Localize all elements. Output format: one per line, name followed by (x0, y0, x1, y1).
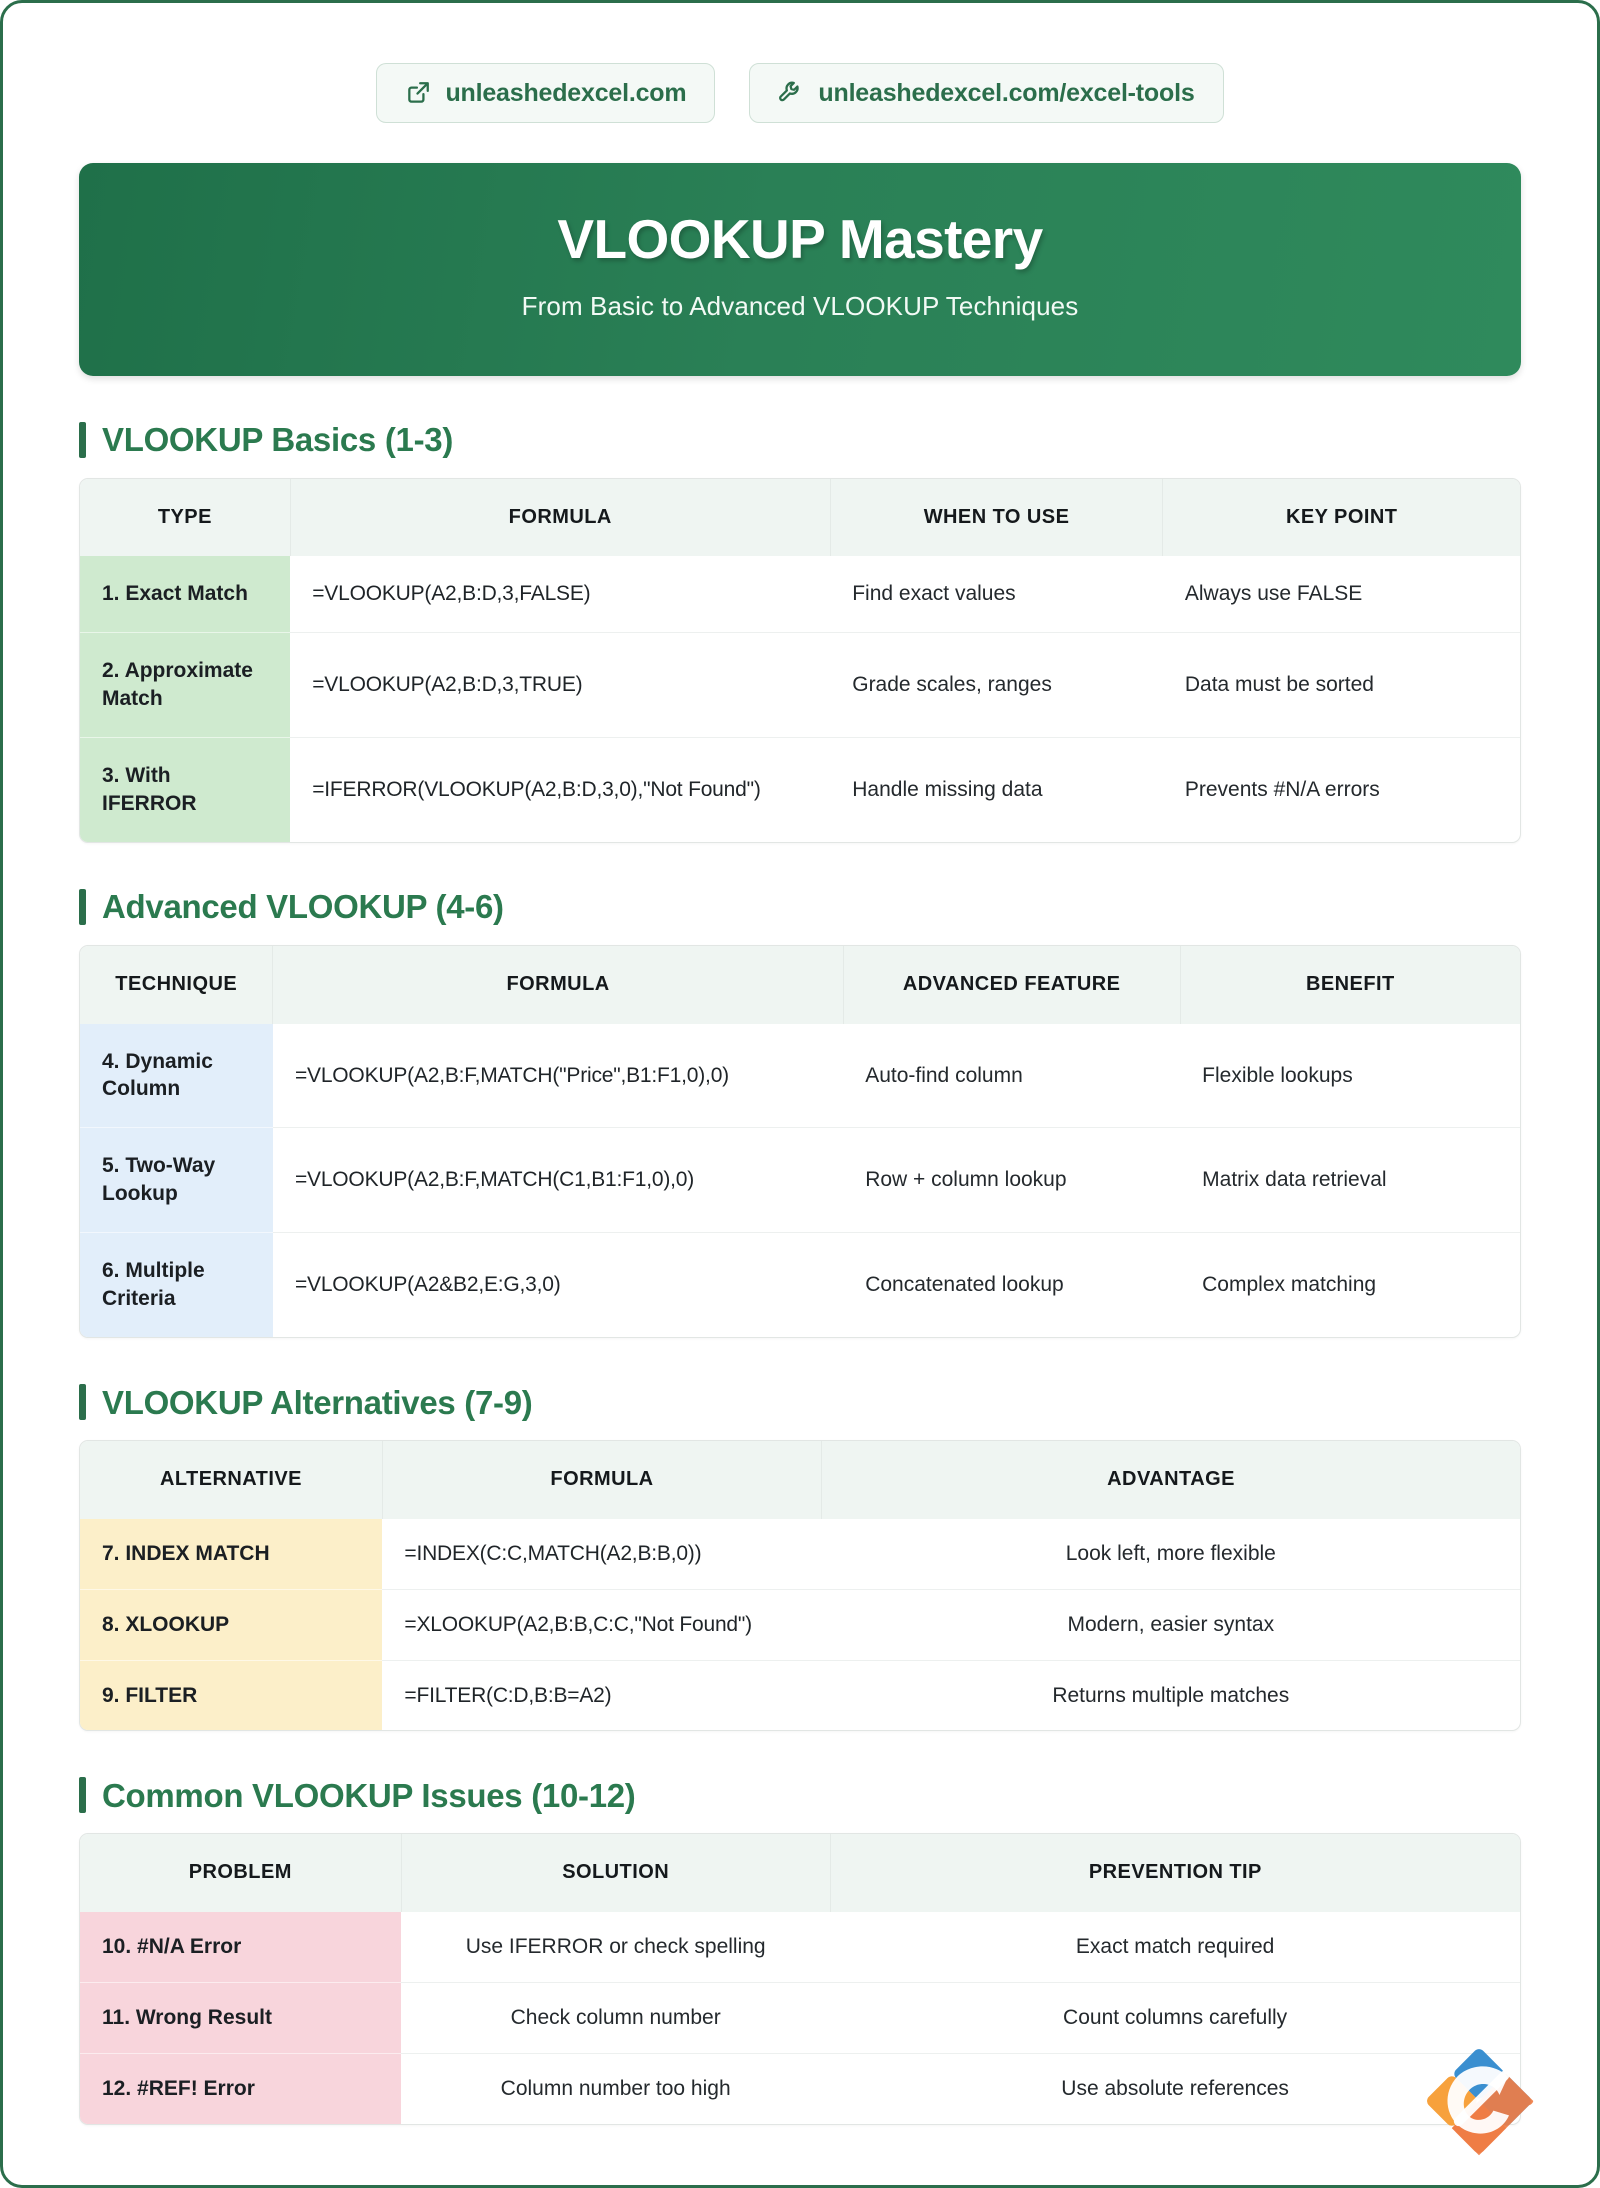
section-title: Common VLOOKUP Issues (10-12) (102, 1776, 636, 1814)
section-common-issues (79, 1777, 1521, 2124)
row-advanced-feature: Concatenated lookup (843, 1233, 1180, 1337)
table-row (80, 1589, 1520, 1660)
row-key-point: Data must be sorted (1163, 633, 1520, 738)
row-label: 4. Dynamic Column (80, 1024, 273, 1128)
row-solution: Check column number (401, 1982, 830, 2053)
row-when-to-use: Grade scales, ranges (830, 633, 1163, 738)
page-subtitle: From Basic to Advanced VLOOKUP Techniques (521, 290, 1079, 321)
table-row (80, 1982, 1520, 2053)
header-row (80, 479, 1520, 557)
section-header (79, 889, 1521, 925)
row-prevention-tip: Use absolute references (830, 2053, 1520, 2123)
row-advantage: Returns multiple matches (822, 1660, 1520, 1730)
row-advantage: Look left, more flexible (1065, 1541, 1276, 1565)
row-label: 9. FILTER (80, 1660, 382, 1730)
row-label: 5. Two-Way Lookup (80, 1128, 273, 1233)
table-head (80, 1441, 1520, 1519)
column-header-keypoint: KEY POINT (1163, 479, 1520, 557)
row-when-to-use: Find exact values (852, 582, 1016, 606)
alternatives-table (80, 1441, 1520, 1730)
column-header-benefit: BENEFIT (1180, 946, 1520, 1024)
table-body (80, 1912, 1520, 2124)
row-benefit: Matrix data retrieval (1180, 1128, 1520, 1233)
row-label: 10. #N/A Error (80, 1912, 401, 1982)
link-badge-site-label: unleashedexcel.com (445, 78, 687, 107)
row-formula: =VLOOKUP(A2,B:D,3,FALSE) (312, 582, 591, 606)
advanced-table (80, 946, 1520, 1337)
row-label: 11. Wrong Result (80, 1982, 401, 2053)
header-row (80, 1834, 1520, 1912)
table-body (80, 556, 1520, 842)
row-solution: Column number too high (401, 2053, 830, 2123)
row-benefit: Complex matching (1180, 1233, 1520, 1337)
section-header (79, 422, 1521, 458)
section-vlookup-basics (79, 422, 1521, 843)
hero-banner (79, 163, 1521, 376)
row-prevention-tip: Exact match required (1075, 1935, 1275, 1959)
page-content (3, 3, 1597, 2125)
column-header-formula: FORMULA (273, 946, 843, 1024)
header-row (80, 946, 1520, 1024)
row-formula: =FILTER(C:D,B:B=A2) (382, 1660, 821, 1730)
table-head (80, 1834, 1520, 1912)
column-header-whentouse: WHEN TO USE (830, 479, 1163, 557)
row-benefit: Flexible lookups (1202, 1063, 1353, 1087)
table-row (80, 1128, 1520, 1233)
column-header-type: TYPE (80, 479, 290, 557)
table-row (80, 556, 1520, 632)
section-vlookup-alternatives (79, 1384, 1521, 1731)
section-title: VLOOKUP Basics (1-3) (102, 421, 454, 459)
table-container (79, 1833, 1521, 2124)
table-row (80, 1233, 1520, 1337)
section-accent-bar (79, 889, 86, 925)
row-advanced-feature: Row + column lookup (843, 1128, 1180, 1233)
column-header-formula: FORMULA (290, 479, 830, 557)
wrench-icon (778, 80, 804, 106)
row-formula: =INDEX(C:C,MATCH(A2,B:B,0)) (404, 1541, 702, 1565)
column-header-prevention-tip: PREVENTION TIP (830, 1834, 1520, 1912)
section-header (79, 1777, 1521, 1813)
row-label: 12. #REF! Error (80, 2053, 401, 2123)
row-label: 8. XLOOKUP (80, 1589, 382, 1660)
column-header-advanced-feature: ADVANCED FEATURE (843, 946, 1180, 1024)
row-key-point: Always use FALSE (1184, 582, 1363, 606)
link-badge-tools-label: unleashedexcel.com/excel-tools (818, 78, 1195, 107)
table-row (80, 1912, 1520, 1982)
row-formula: =VLOOKUP(A2&B2,E:G,3,0) (273, 1233, 843, 1337)
row-formula: =VLOOKUP(A2,B:F,MATCH(C1,B1:F1,0),0) (273, 1128, 843, 1233)
external-link-icon (405, 80, 431, 106)
section-title: VLOOKUP Alternatives (7-9) (102, 1383, 533, 1421)
link-badge-row (79, 63, 1521, 123)
table-body (80, 1024, 1520, 1338)
section-accent-bar (79, 1777, 86, 1813)
link-badge-site[interactable] (376, 63, 715, 123)
column-header-advantage: ADVANTAGE (822, 1441, 1520, 1519)
table-row (80, 738, 1520, 842)
row-label: 2. Approximate Match (80, 633, 290, 738)
table-row (80, 1519, 1520, 1589)
row-advantage: Modern, easier syntax (822, 1589, 1520, 1660)
table-head (80, 946, 1520, 1024)
table-row (80, 1660, 1520, 1730)
section-accent-bar (79, 422, 86, 458)
row-key-point: Prevents #N/A errors (1163, 738, 1520, 842)
row-prevention-tip: Count columns carefully (830, 1982, 1520, 2053)
row-label: 6. Multiple Criteria (80, 1233, 273, 1337)
table-body (80, 1519, 1520, 1731)
row-when-to-use: Handle missing data (830, 738, 1163, 842)
row-formula: =VLOOKUP(A2,B:F,MATCH("Price",B1:F1,0),0) (294, 1063, 729, 1087)
row-label: 7. INDEX MATCH (80, 1519, 382, 1589)
row-formula: =IFERROR(VLOOKUP(A2,B:D,3,0),"Not Found") (290, 738, 830, 842)
table-row (80, 2053, 1520, 2123)
table-row (80, 633, 1520, 738)
basics-table (80, 479, 1520, 842)
column-header-formula: FORMULA (382, 1441, 821, 1519)
row-formula: =VLOOKUP(A2,B:D,3,TRUE) (290, 633, 830, 738)
table-container (79, 945, 1521, 1338)
header-row (80, 1441, 1520, 1519)
row-advanced-feature: Auto-find column (865, 1063, 1023, 1087)
column-header-technique: TECHNIQUE (80, 946, 273, 1024)
column-header-problem: PROBLEM (80, 1834, 401, 1912)
table-container (79, 478, 1521, 843)
row-solution: Use IFERROR or check spelling (465, 1935, 766, 1959)
row-label: 3. With IFERROR (80, 738, 290, 842)
table-row (80, 1024, 1520, 1128)
page-title: VLOOKUP Mastery (557, 208, 1043, 270)
section-header (79, 1384, 1521, 1420)
table-container (79, 1440, 1521, 1731)
issues-table (80, 1834, 1520, 2123)
section-title: Advanced VLOOKUP (4-6) (102, 888, 504, 926)
section-accent-bar (79, 1384, 86, 1420)
table-head (80, 479, 1520, 557)
row-label: 1. Exact Match (80, 556, 290, 632)
link-badge-tools[interactable] (749, 63, 1223, 123)
section-advanced-vlookup (79, 889, 1521, 1338)
row-formula: =XLOOKUP(A2,B:B,C:C,"Not Found") (382, 1589, 821, 1660)
column-header-alternative: ALTERNATIVE (80, 1441, 382, 1519)
column-header-solution: SOLUTION (401, 1834, 830, 1912)
